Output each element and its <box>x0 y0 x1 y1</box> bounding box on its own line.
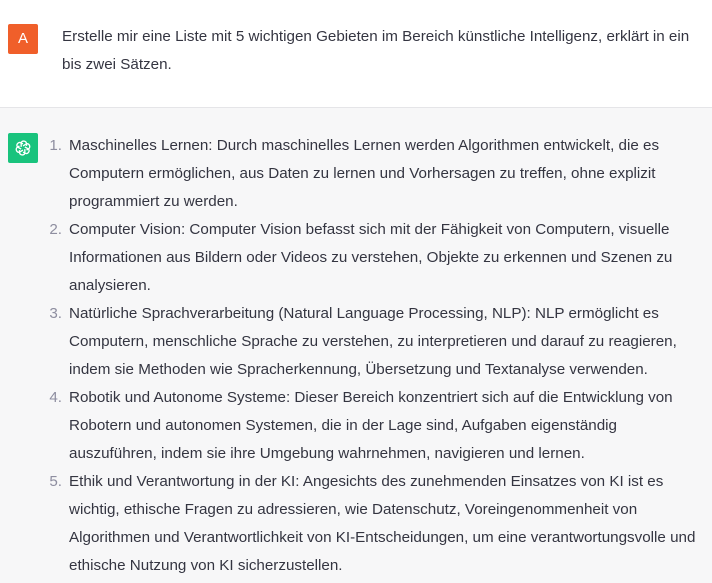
openai-logo-icon <box>13 138 33 158</box>
user-avatar: A <box>8 24 38 54</box>
list-item-number: 2. <box>49 221 62 238</box>
list-item-text: Robotik und Autonome Systeme: Dieser Bereich konzentriert sich auf die Entwicklung von Robotern und autonomen Systemen, die in der Lage sind, Aufgaben eigenständig auszuführen, indem sie ihre Umgebung wahrnehmen, navigieren und lernen. <box>69 389 673 462</box>
list-item-text: Maschinelles Lernen: Durch maschinelles Lernen werden Algorithmen entwickelt, die es Computern ermöglichen, aus Daten zu lernen und Vorhersagen zu treffen, ohne explizit programmiert zu werden. <box>69 137 660 210</box>
list-item <box>40 216 712 300</box>
list-item-text: Natürliche Sprachverarbeitung (Natural Language Processing, NLP): NLP ermöglicht es Computern, menschliche Sprache zu verstehen, zu interpretieren und darauf zu reagieren, indem sie Methoden wie Spracherkennung, Übersetzung und Textanalyse verwenden. <box>69 305 677 378</box>
assistant-message-block <box>0 108 712 583</box>
list-item-number: 4. <box>49 389 62 406</box>
assistant-avatar <box>8 133 38 163</box>
list-item <box>40 300 712 384</box>
list-item-text: Computer Vision: Computer Vision befasst sich mit der Fähigkeit von Computern, visuelle Informationen aus Bildern oder Videos zu verstehen, Objekte zu erkennen und Szenen zu analysieren. <box>69 221 673 294</box>
list-item-number: 5. <box>49 473 62 490</box>
list-item-number: 3. <box>49 305 62 322</box>
user-message-text: Erstelle mir eine Liste mit 5 wichtigen Gebieten im Bereich künstliche Intelligenz, erklärt in ein bis zwei Sätzen. <box>62 28 690 73</box>
list-item-number: 1. <box>49 137 62 154</box>
answer-list <box>40 132 712 580</box>
list-item <box>40 384 712 468</box>
list-item-text: Ethik und Verantwortung in der KI: Angesichts des zunehmenden Einsatzes von KI ist es wichtig, ethische Fragen zu adressieren, wie Datenschutz, Voreingenommenheit von Algorithmen und Verantwortlichkeit von KI-Entscheidungen, um eine verantwortungsvolle und ethische Nutzung von KI sicherzustellen. <box>69 473 696 574</box>
list-item <box>40 468 712 580</box>
list-item <box>40 132 712 216</box>
user-message-block <box>0 0 712 108</box>
